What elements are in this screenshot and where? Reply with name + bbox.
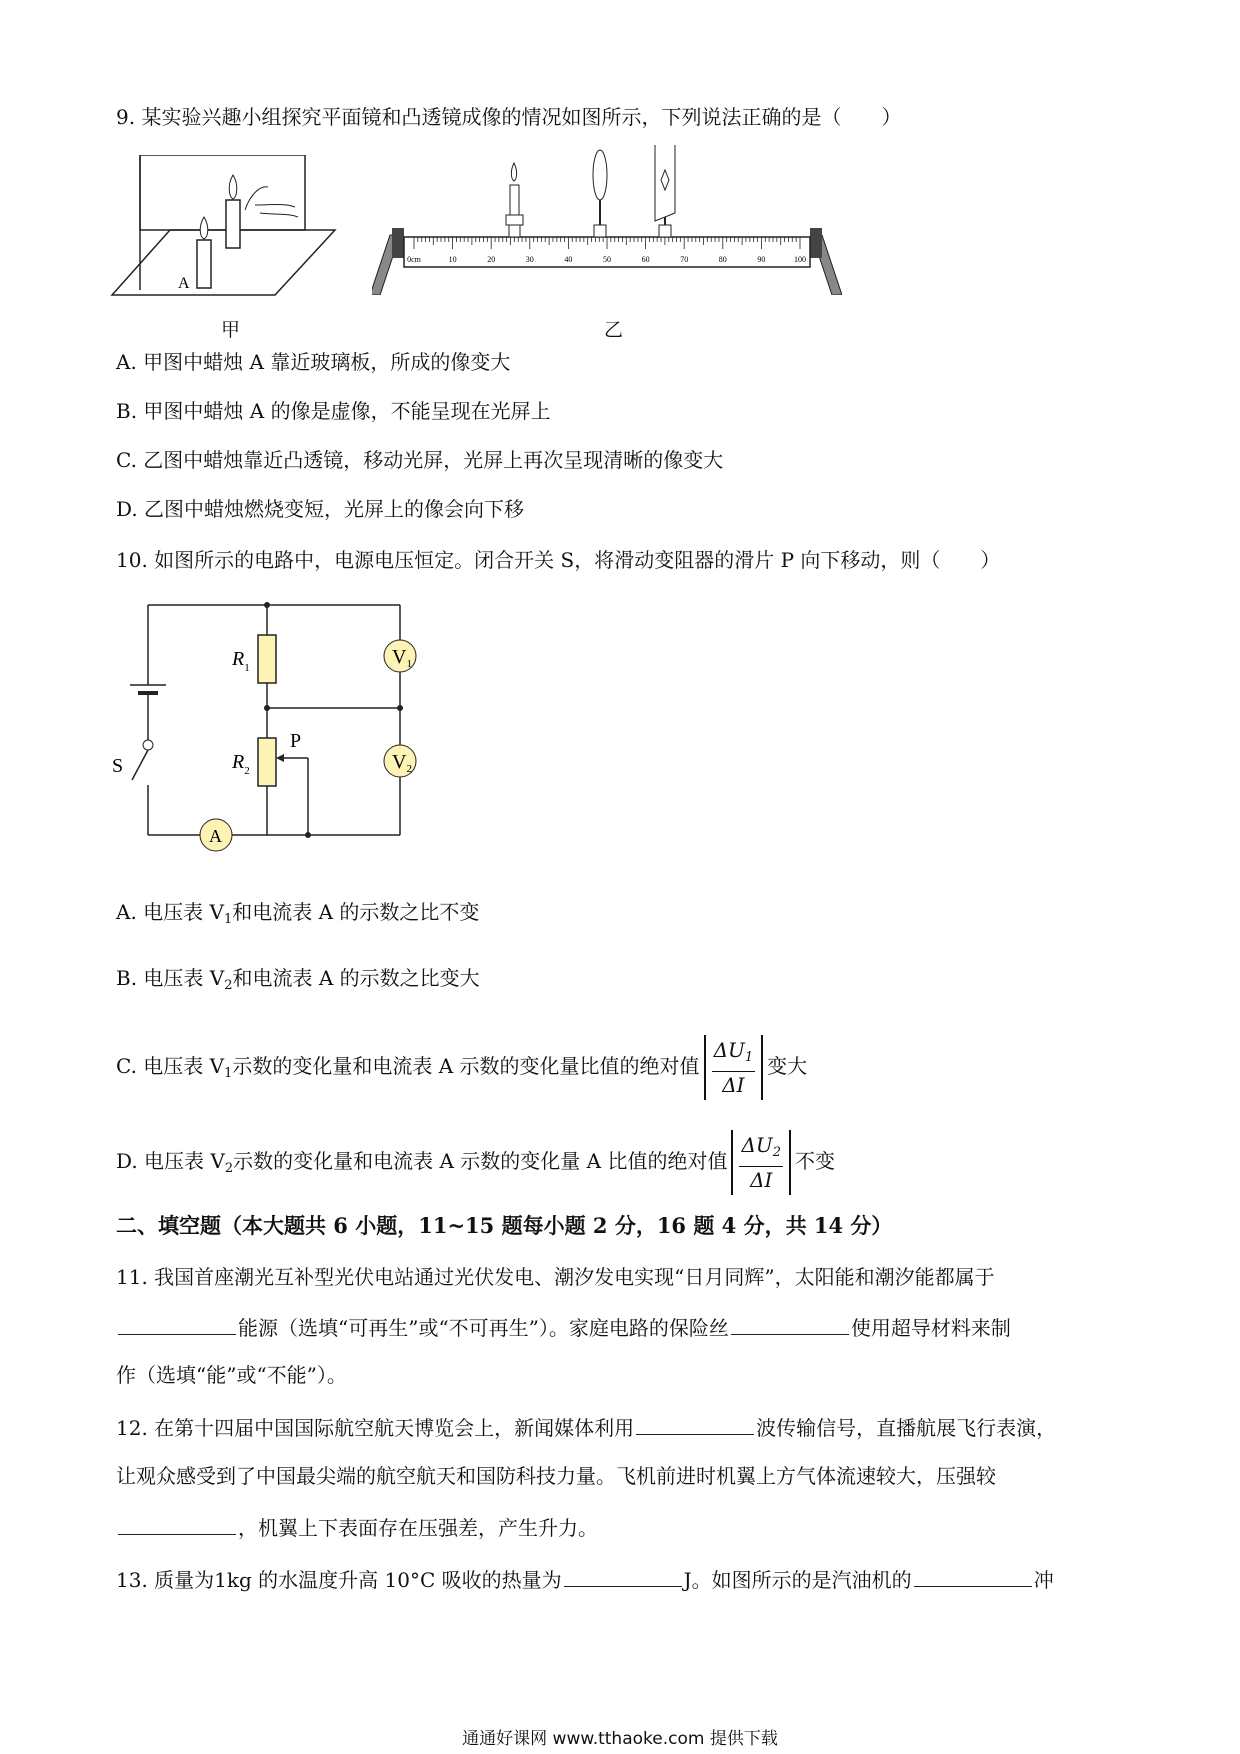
answer-blank[interactable] <box>118 1512 236 1535</box>
answer-blank[interactable] <box>731 1312 849 1335</box>
q10-a-sub: 1 <box>223 912 233 927</box>
figure-optical-bench <box>372 145 842 295</box>
q12-line2: 让观众感受到了中国最尖端的航空航天和国防科技力量。飞机前进时机翼上方气体流速较大，压强较 <box>116 1464 996 1488</box>
q10-d-num: ΔU <box>741 1133 773 1157</box>
q10-d-den: ΔI <box>750 1168 773 1192</box>
q10-d-fraction <box>731 1130 791 1195</box>
q13-line1d: 冲 <box>1033 1568 1054 1592</box>
figure-circuit <box>110 590 430 865</box>
q13-line1c: J。如图所示的是汽油机的 <box>683 1568 912 1592</box>
footer-credit: 通通好课网 www.tthaoke.com 提供下载 <box>462 1729 778 1749</box>
q12-line1 <box>116 1412 1056 1442</box>
r1-sub: 1 <box>244 662 250 674</box>
q9-option-b: B. 甲图中蜡烛 A 的像是虚像，不能呈现在光屏上 <box>116 399 551 423</box>
figure-plane-mirror <box>110 155 340 305</box>
v1-sub: 1 <box>406 658 412 670</box>
q10-c-fraction <box>704 1035 764 1100</box>
q10-c-sub: 1 <box>224 1066 233 1081</box>
q10-option-a <box>116 898 479 934</box>
q12-line3a: ，机翼上下表面存在压强差，产生升力。 <box>238 1516 598 1540</box>
fig-b-label: 乙 <box>604 319 624 341</box>
ruler-tick-label: 20 <box>487 255 496 264</box>
q9-option-d: D. 乙图中蜡烛燃烧变短，光屏上的像会向下移 <box>116 497 525 521</box>
q10-stem: 10. 如图所示的电路中，电源电压恒定。闭合开关 S，将滑动变阻器的滑片 P 向下移动，则（ ） <box>116 548 1001 572</box>
q13-mass: 1kg <box>214 1568 252 1592</box>
answer-blank[interactable] <box>118 1312 236 1335</box>
ruler-tick-label: 90 <box>757 255 766 264</box>
ruler-tick-label: 60 <box>641 255 650 264</box>
ruler-tick-label: 30 <box>525 255 534 264</box>
answer-blank[interactable] <box>914 1564 1032 1587</box>
q10-option-c <box>116 1035 807 1104</box>
q10-d-pre: D. 电压表 V <box>116 1149 225 1173</box>
q10-a-pre: A. 电压表 V <box>116 900 224 924</box>
q11-line2a: 能源（选填“可再生”或“不可再生”）。家庭电路的保险丝 <box>238 1316 729 1340</box>
r2-label: R <box>232 751 245 773</box>
q10-a-post: 和电流表 A 的示数之比不变 <box>232 900 480 924</box>
q11-line2b: 使用超导材料来制 <box>850 1316 1011 1340</box>
q10-d-mid: 示数的变化量和电流表 A 示数的变化量 A 比值的绝对值 <box>233 1149 728 1173</box>
slider-label: P <box>290 730 302 752</box>
q9-option-c: C. 乙图中蜡烛靠近凸透镜，移动光屏，光屏上再次呈现清晰的像变大 <box>116 448 724 472</box>
q10-d-num-sub: 2 <box>772 1145 782 1160</box>
q10-d-post: 不变 <box>795 1149 836 1173</box>
v1-label: V <box>392 646 407 668</box>
v2-label: V <box>392 751 407 773</box>
q13-line1b: 的水温度升高 10°C 吸收的热量为 <box>251 1568 562 1592</box>
q10-option-d <box>116 1130 835 1199</box>
ruler-tick-label: 100 <box>794 255 806 264</box>
q12-line1a: 12. 在第十四届中国国际航空航天博览会上，新闻媒体利用 <box>116 1416 635 1440</box>
q10-b-post: 和电流表 A 的示数之比变大 <box>232 966 480 990</box>
r2-sub: 2 <box>244 765 250 777</box>
r1-label: R <box>232 648 245 670</box>
q9-stem: 9. 某实验兴趣小组探究平面镜和凸透镜成像的情况如图所示，下列说法正确的是（ ） <box>116 105 902 129</box>
q10-b-sub: 2 <box>224 978 233 993</box>
fig-a-label: 甲 <box>221 319 241 341</box>
q11-line1: 11. 我国首座潮光互补型光伏电站通过光伏发电、潮汐发电实现“日月同辉”，太阳能和潮汐能都属于 <box>116 1265 995 1289</box>
candle-label: A <box>178 275 190 292</box>
ruler-tick-label: 10 <box>448 255 457 264</box>
answer-blank[interactable] <box>636 1412 754 1435</box>
ammeter-label: A <box>209 826 222 846</box>
q12-line3 <box>116 1512 598 1542</box>
q10-d-sub: 2 <box>224 1161 234 1176</box>
q9-option-a: A. 甲图中蜡烛 A 靠近玻璃板，所成的像变大 <box>116 350 511 374</box>
ruler-tick-label: 40 <box>564 255 573 264</box>
q12-line1b: 波传输信号，直播航展飞行表演， <box>756 1416 1057 1440</box>
q10-c-den: ΔI <box>722 1073 745 1097</box>
q13-line1 <box>116 1564 1054 1594</box>
ruler-tick-label: 70 <box>680 255 689 264</box>
q10-c-mid: 示数的变化量和电流表 A 示数的变化量比值的绝对值 <box>232 1054 700 1078</box>
q10-c-num-sub: 1 <box>744 1050 754 1065</box>
section-title: 二、填空题（本大题共 6 小题，11~15 题每小题 2 分，16 题 4 分，共 14 分） <box>116 1213 893 1238</box>
q10-option-b <box>116 964 480 1000</box>
svg-text:R2 <box>231 751 250 777</box>
svg-text:R1 <box>231 648 250 674</box>
answer-blank[interactable] <box>564 1564 682 1587</box>
q10-c-pre: C. 电压表 V <box>116 1054 225 1078</box>
q10-b-pre: B. 电压表 V <box>116 966 225 990</box>
q13-line1a: 13. 质量为 <box>116 1568 215 1592</box>
ruler-tick-label: 0cm <box>407 255 421 264</box>
q11-line3: 作（选填“能”或“不能”）。 <box>116 1363 347 1387</box>
q10-c-post: 变大 <box>767 1054 808 1078</box>
ruler-tick-label: 50 <box>603 255 611 264</box>
q11-line2 <box>116 1312 1011 1342</box>
v2-sub: 2 <box>406 763 412 775</box>
switch-label: S <box>112 755 124 777</box>
ruler-tick-label: 80 <box>718 255 727 264</box>
q10-c-num: ΔU <box>713 1038 745 1062</box>
